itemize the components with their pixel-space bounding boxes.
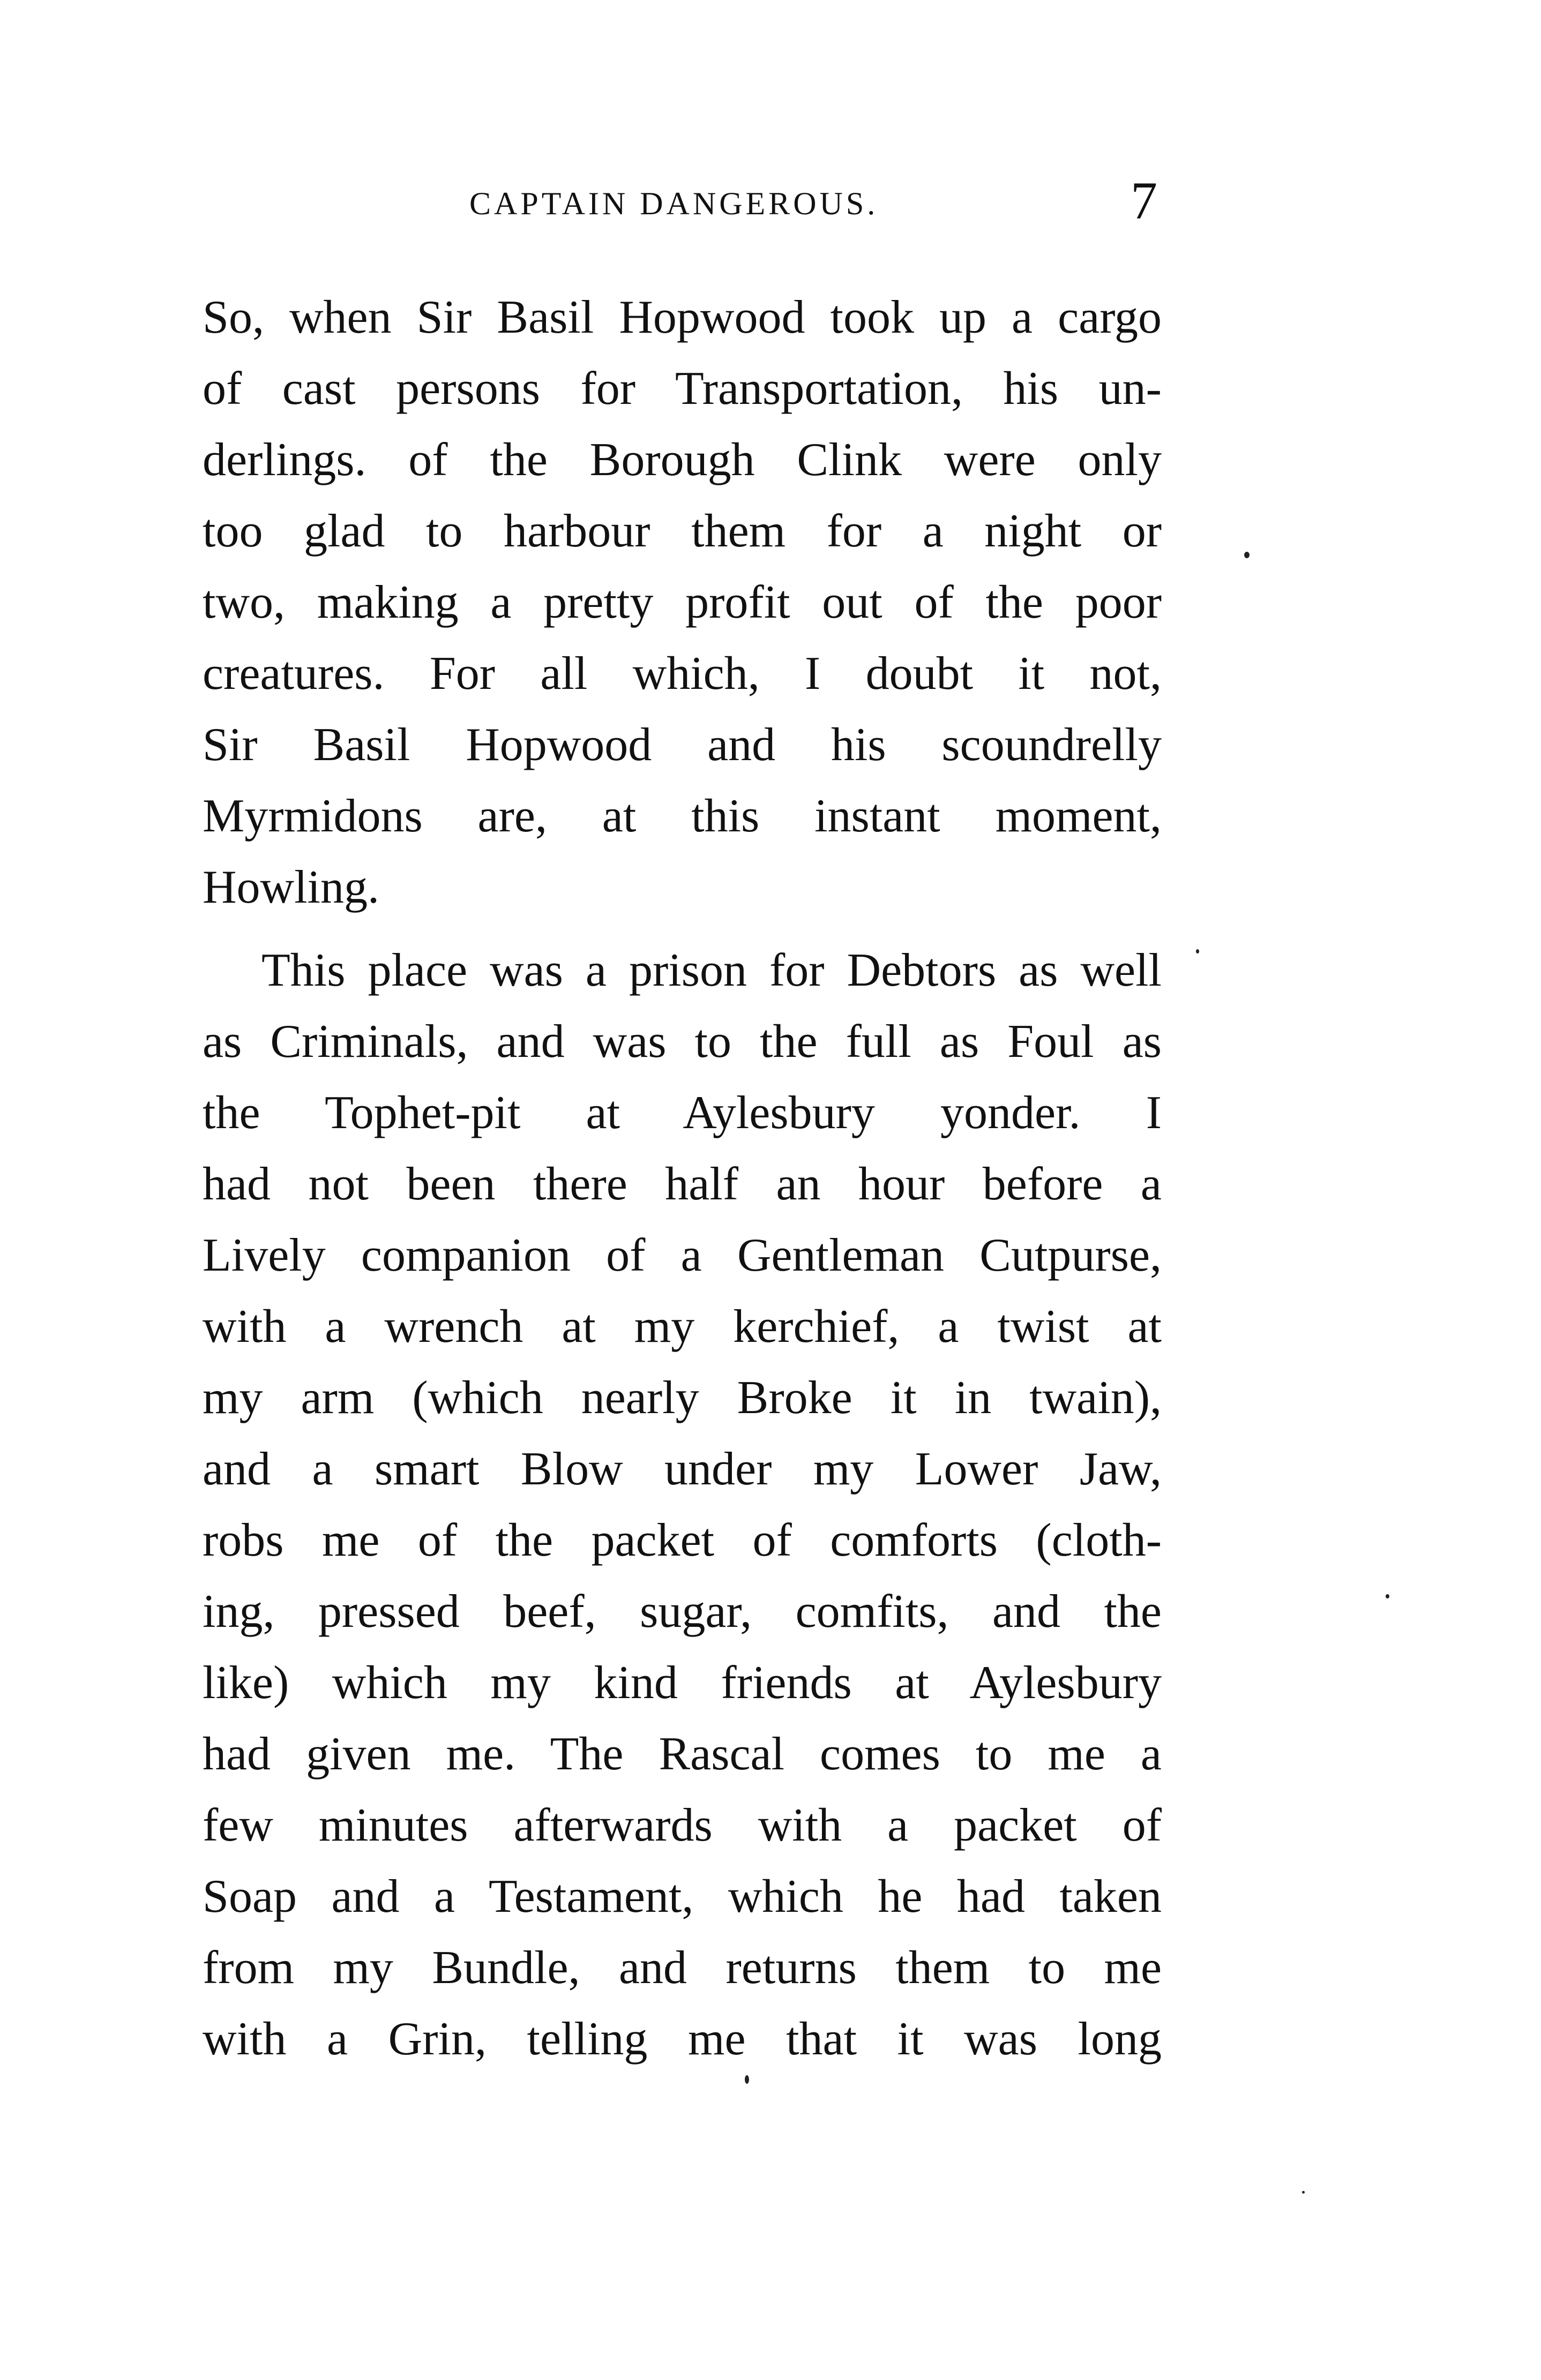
text-line: few minutes afterwards with a packet of — [203, 1799, 1162, 1851]
text-line: had given me. The Rascal comes to me a — [203, 1728, 1162, 1780]
scan-speck — [745, 2075, 749, 2084]
body-text — [203, 282, 1162, 2075]
text-line: two, making a pretty profit out of the poor — [203, 576, 1162, 628]
text-line: So, when Sir Basil Hopwood took up a cargo — [203, 291, 1162, 343]
text-line: derlings. of the Borough Clink were only — [203, 434, 1162, 486]
running-head — [0, 171, 1541, 230]
text-line: too glad to harbour them for a night or — [203, 505, 1162, 557]
text-line: with a wrench at my kerchief, a twist at — [203, 1301, 1162, 1353]
text-line: This place was a prison for Debtors as well — [261, 944, 1162, 996]
running-title: CAPTAIN DANGEROUS. — [469, 186, 879, 221]
text-line: ing, pressed beef, sugar, comfits, and the — [203, 1586, 1162, 1638]
text-line: robs me of the packet of comforts (cloth- — [203, 1514, 1162, 1566]
text-line: had not been there half an hour before a — [203, 1158, 1162, 1210]
paragraph-gap — [203, 923, 1162, 935]
text-line: creatures. For all which, I doubt it not, — [203, 648, 1162, 700]
text-line: from my Bundle, and returns them to me — [203, 1942, 1162, 1994]
text-line: as Criminals, and was to the full as Foul as — [203, 1016, 1162, 1068]
text-line: Lively companion of a Gentleman Cutpurse, — [203, 1229, 1162, 1281]
text-line: and a smart Blow under my Lower Jaw, — [203, 1443, 1162, 1495]
text-line: like) which my kind friends at Aylesbury — [203, 1657, 1162, 1709]
text-line: of cast persons for Transportation, his un- — [203, 363, 1162, 415]
paragraph — [203, 935, 1162, 2075]
page-number: 7 — [1131, 171, 1157, 230]
scan-speck — [1196, 949, 1199, 953]
text-line: Myrmidons are, at this instant moment, — [203, 790, 1162, 842]
text-line: Howling. — [203, 861, 379, 913]
text-line: Soap and a Testament, which he had taken — [203, 1871, 1162, 1923]
text-line: Sir Basil Hopwood and his scoundrelly — [203, 719, 1162, 771]
text-line: the Tophet-pit at Aylesbury yonder. I — [203, 1087, 1162, 1139]
text-line: with a Grin, telling me that it was long — [203, 2013, 1162, 2065]
scan-speck — [1386, 1594, 1389, 1598]
text-line: my arm (which nearly Broke it in twain), — [203, 1372, 1162, 1424]
paragraph — [203, 282, 1162, 923]
scan-speck — [1244, 552, 1250, 558]
scan-speck — [1302, 2191, 1305, 2194]
